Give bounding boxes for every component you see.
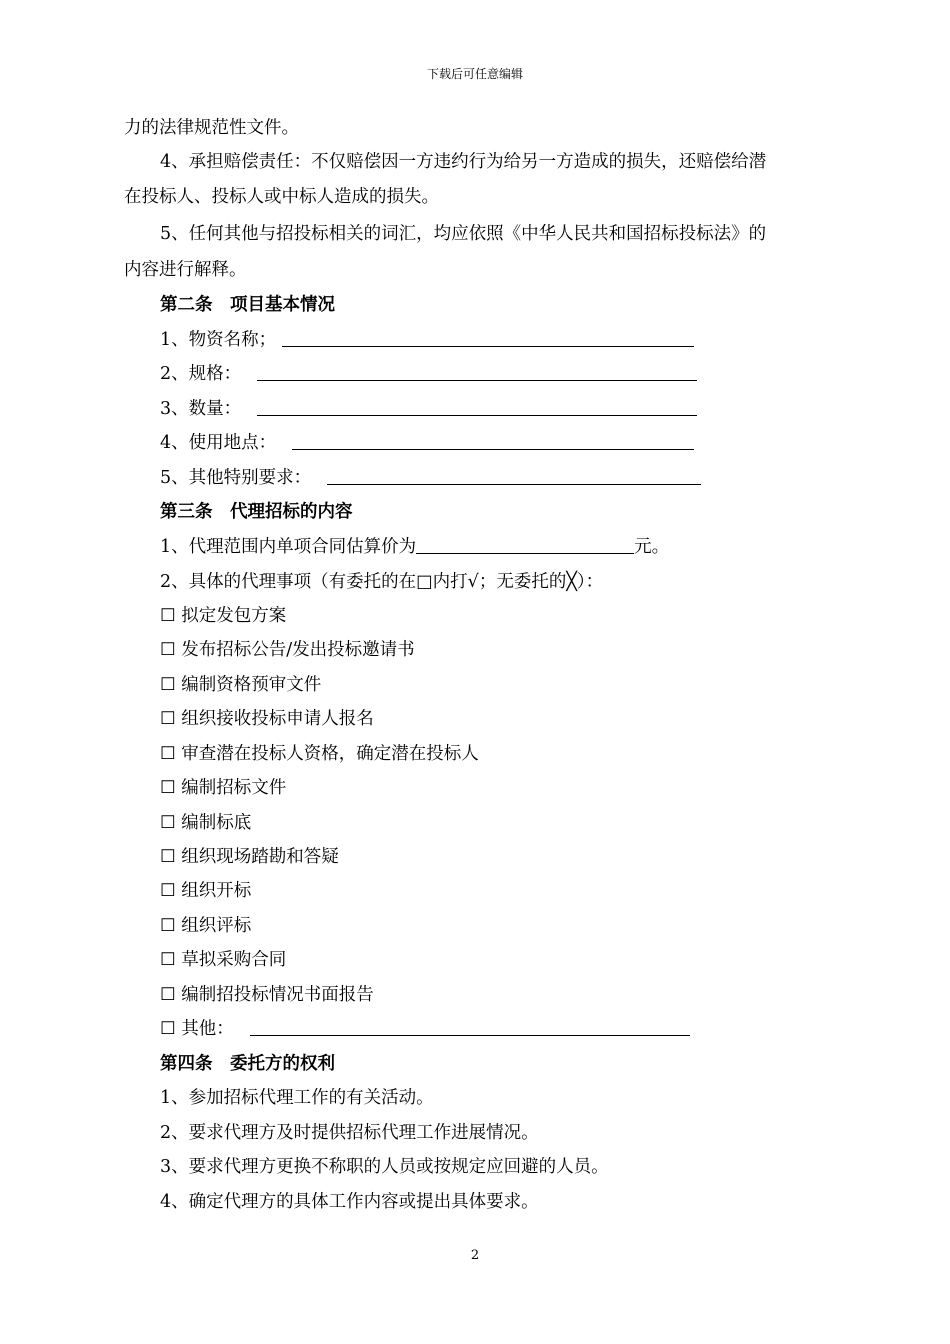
- checklist-item[interactable]: [160, 673, 321, 697]
- form-row: [160, 362, 697, 386]
- checkbox-icon[interactable]: ☐: [160, 675, 176, 695]
- list-item: 1、参加招标代理工作的有关活动。: [160, 1088, 434, 1108]
- checklist-item[interactable]: [160, 983, 374, 1007]
- unit-label: 元。: [634, 537, 670, 557]
- paragraph-line: 5、任何其他与招投标相关的词汇，均应依照《中华人民共和国招标投标法》的: [160, 224, 767, 244]
- checklist-label: 组织接收投标申请人报名: [181, 709, 374, 729]
- checkbox-icon[interactable]: ☐: [160, 847, 176, 867]
- checkbox-icon[interactable]: ☐: [160, 640, 176, 660]
- checklist-label: 拟定发包方案: [181, 606, 287, 626]
- checkbox-icon[interactable]: ☐: [160, 606, 176, 626]
- checklist-item[interactable]: [160, 638, 415, 662]
- specification-blank[interactable]: [257, 362, 697, 381]
- field-label: 3、数量：: [160, 399, 242, 419]
- checklist-item[interactable]: [160, 776, 286, 800]
- checklist-label: 编制招标文件: [181, 778, 287, 798]
- location-blank[interactable]: [292, 431, 694, 450]
- checklist-item[interactable]: [160, 845, 339, 869]
- checkbox-icon[interactable]: ☐: [160, 881, 176, 901]
- form-row: [160, 397, 697, 421]
- checklist-item[interactable]: [160, 914, 251, 938]
- paragraph-line: 在投标人、投标人或中标人造成的损失。: [124, 187, 439, 207]
- checkbox-icon[interactable]: ☐: [160, 950, 176, 970]
- paragraph-line: 内容进行解释。: [124, 260, 247, 280]
- list-item: 4、确定代理方的具体工作内容或提出具体要求。: [160, 1192, 539, 1212]
- section-heading: 第二条 项目基本情况: [160, 295, 335, 315]
- paragraph-line: 4、承担赔偿责任：不仅赔偿因一方违约行为给另一方造成的损失，还赔偿给潜: [160, 152, 767, 172]
- checkbox-icon[interactable]: ☐: [160, 1019, 176, 1039]
- section-heading: 第四条 委托方的权利: [160, 1054, 335, 1074]
- checklist-item[interactable]: [160, 604, 286, 628]
- list-item: 3、要求代理方更换不称职的人员或按规定应回避的人员。: [160, 1157, 609, 1177]
- checklist-label: 组织现场踏勘和答疑: [181, 847, 339, 867]
- form-row: [160, 466, 701, 490]
- checklist-label: 草拟采购合同: [181, 950, 287, 970]
- field-label: 4、使用地点：: [160, 433, 277, 453]
- checklist-label: 组织开标: [181, 881, 252, 901]
- section-heading: 第三条 代理招标的内容: [160, 502, 353, 522]
- checkbox-icon[interactable]: ☐: [160, 709, 176, 729]
- field-label: 5、其他特别要求：: [160, 468, 312, 488]
- checklist-item[interactable]: [160, 742, 479, 766]
- paragraph-line: 2、具体的代理事项（有委托的在□内打√；无委托的╳）：: [160, 572, 604, 592]
- checklist-item[interactable]: [160, 948, 286, 972]
- checklist-label: 编制招投标情况书面报告: [181, 985, 374, 1005]
- field-label: 2、规格：: [160, 364, 242, 384]
- form-row: [160, 535, 669, 559]
- special-requirements-blank[interactable]: [327, 466, 701, 485]
- checkbox-icon[interactable]: ☐: [160, 985, 176, 1005]
- page-header: 下载后可任意编辑: [426, 67, 523, 81]
- paragraph-line: 力的法律规范性文件。: [124, 118, 299, 138]
- quantity-blank[interactable]: [257, 397, 697, 416]
- checklist-label: 编制资格预审文件: [181, 675, 322, 695]
- checklist-label: 编制标底: [181, 813, 252, 833]
- checklist-item[interactable]: [160, 707, 374, 731]
- checkbox-icon[interactable]: ☐: [160, 744, 176, 764]
- checklist-item[interactable]: [160, 879, 251, 903]
- checkbox-icon[interactable]: ☐: [160, 813, 176, 833]
- checklist-label: 审查潜在投标人资格，确定潜在投标人: [181, 744, 479, 764]
- page-number: 2: [470, 1248, 480, 1263]
- checklist-item[interactable]: [160, 811, 251, 835]
- checkbox-icon[interactable]: ☐: [160, 916, 176, 936]
- list-item: 2、要求代理方及时提供招标代理工作进展情况。: [160, 1123, 539, 1143]
- checklist-label: 发布招标公告/发出投标邀请书: [181, 640, 415, 660]
- field-label: 1、代理范围内单项合同估算价为: [160, 537, 417, 557]
- estimated-price-blank[interactable]: [416, 535, 634, 554]
- form-row: [160, 328, 694, 352]
- checklist-item[interactable]: [160, 1017, 690, 1041]
- field-label: 1、物资名称；: [160, 330, 277, 350]
- checklist-label: 组织评标: [181, 916, 252, 936]
- checklist-label: 其他：: [181, 1019, 234, 1039]
- material-name-blank[interactable]: [282, 328, 694, 347]
- other-blank[interactable]: [250, 1017, 690, 1036]
- form-row: [160, 431, 694, 455]
- checkbox-icon[interactable]: ☐: [160, 778, 176, 798]
